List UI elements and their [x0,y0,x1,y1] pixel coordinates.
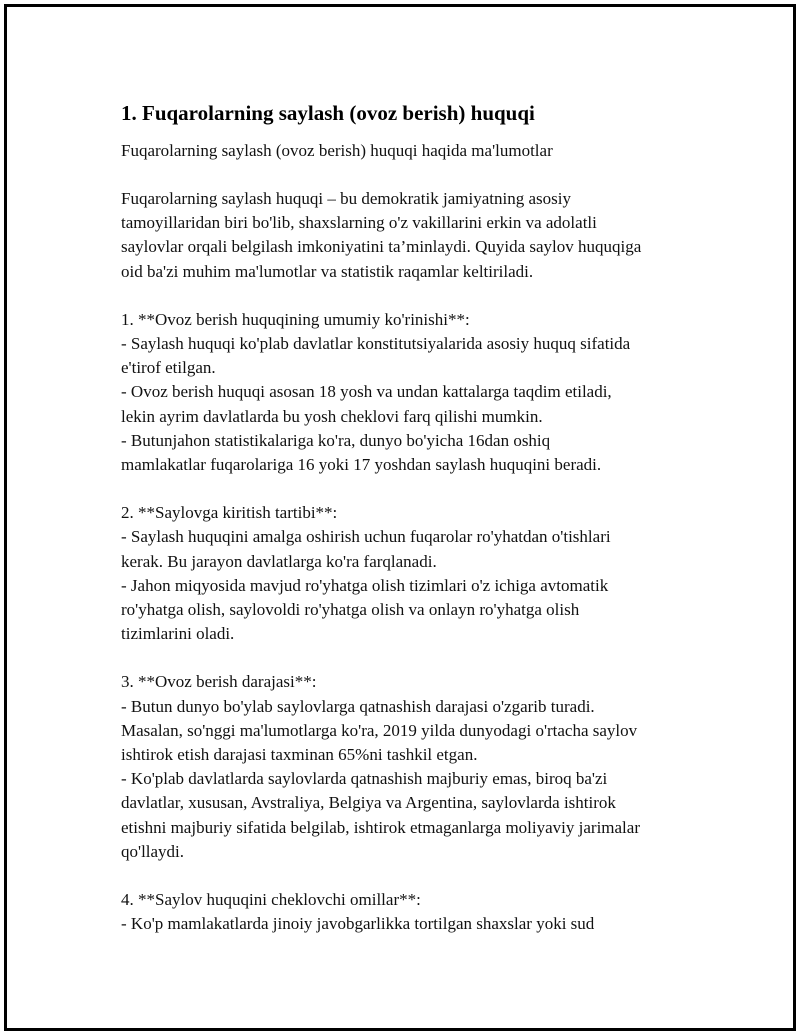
section-1: 1. **Ovoz berish huquqining umumiy ko'rinishi**: - Saylash huquqi ko'plab davlatlar konstitutsiyalarida asosiy huquq sifatida e'tirof etilgan. - Ovoz berish huquqi asosan 18 yosh va undan kattalarga taqdim etiladi, lekin ayrim davlatlarda bu yosh cheklovi farq qilishi mumkin. - Butunjahon statistikalariga ko'ra, dunyo bo'yicha 16dan oshiq mamlakatlar fuqarolariga 16 yoki 17 yoshdan saylash huquqini beradi. [121,309,631,475]
spacer [121,864,701,888]
spacer [121,646,701,670]
document-subtitle: Fuqarolarning saylash (ovoz berish) huquqi haqida ma'lumotlar [121,141,553,160]
spacer [121,284,701,308]
page-frame [4,4,796,1031]
section-3: 3. **Ovoz berish darajasi**: - Butun dunyo bo'ylab saylovlarga qatnashish darajasi o'zgarib turadi. Masalan, so'nggi ma'lumotlarga ko'ra, 2019 yilda dunyodagi o'rtacha saylov ishtirok etish darajasi taxminan 65%ni tashkil etgan. - Ko'plab davlatlarda saylovlarda qatnashish majburiy emas, biroq ba'zi davlatlar, xususan, Avstraliya, Belgiya va Argentina, saylovlarda ishtirok etishni majburiy sifatida belgilab, ishtirok etmaganlarga moliyaviy jarimalar qo'llaydi. [121,672,640,861]
spacer [121,477,701,501]
section-4: 4. **Saylov huquqini cheklovchi omillar**: - Ko'p mamlakatlarda jinoiy javobgarlikka tortilgan shaxslar yoki sud [121,890,595,934]
section-2: 2. **Saylovga kiritish tartibi**: - Saylash huquqini amalga oshirish uchun fuqarolar ro'yhatdan o'tishlari kerak. Bu jarayon davlatlarga ko'ra farqlanadi. - Jahon miqyosida mavjud ro'yhatga olish tizimlari o'z ichiga avtomatik ro'yhatga olish, saylovoldi ro'yhatga olish va onlayn ro'yhatga olish tizimlarini oladi. [121,503,611,644]
intro-paragraph: Fuqarolarning saylash huquqi – bu demokratik jamiyatning asosiy tamoyillaridan biri bo'lib, shaxslarning o'z vakillarini erkin va adolatli saylovlar orqali belgilash imkoniyatini ta’minlaydi. Quyida saylov huquqiga oid ba'zi muhim ma'lumotlar va statistik raqamlar keltiriladi. [121,189,642,281]
document-title: 1. Fuqarolarning saylash (ovoz berish) huquqi [121,101,535,125]
document-body [121,99,701,936]
